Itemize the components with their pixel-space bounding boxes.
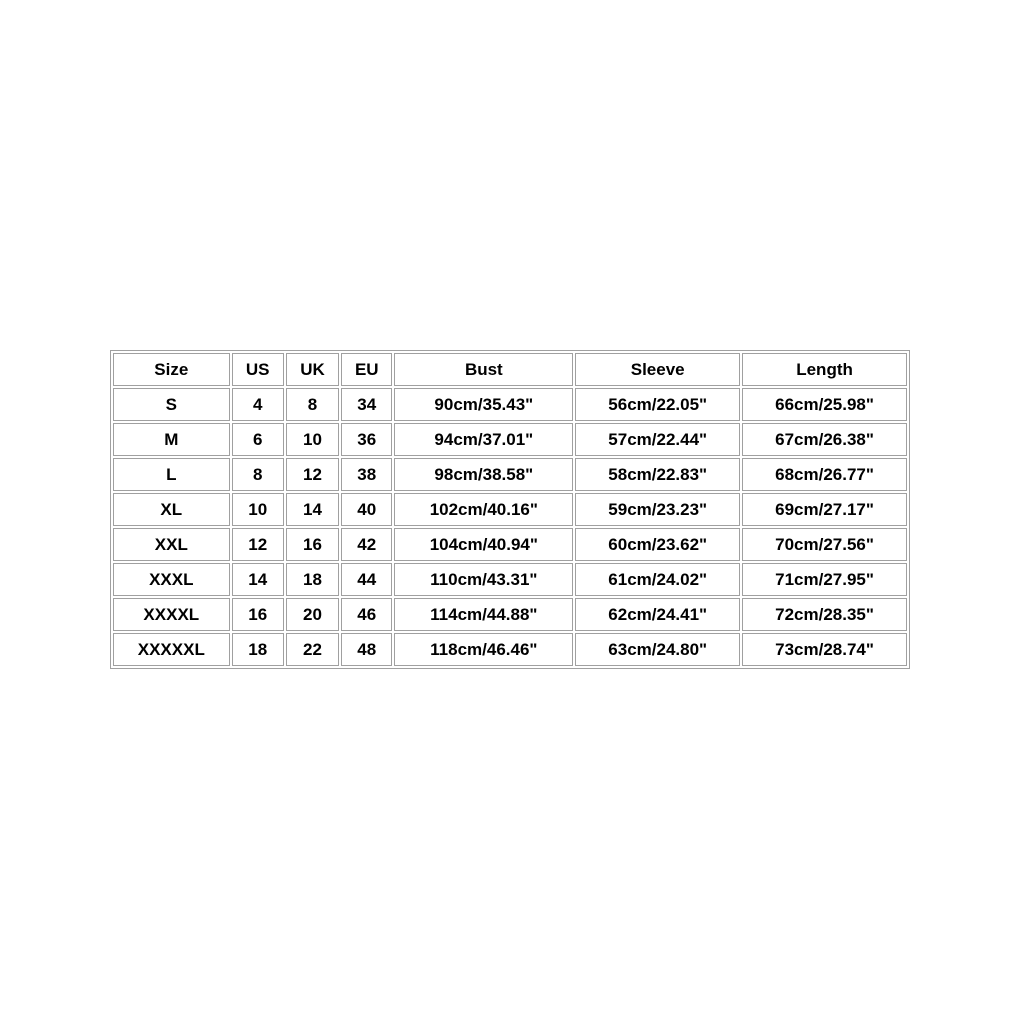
cell-sleeve: 61cm/24.02" bbox=[575, 563, 740, 596]
cell-eu: 46 bbox=[341, 598, 392, 631]
cell-size: XXXXL bbox=[113, 598, 230, 631]
cell-bust: 114cm/44.88" bbox=[394, 598, 573, 631]
cell-bust: 110cm/43.31" bbox=[394, 563, 573, 596]
cell-eu: 42 bbox=[341, 528, 392, 561]
cell-eu: 34 bbox=[341, 388, 392, 421]
cell-eu: 38 bbox=[341, 458, 392, 491]
table-row bbox=[113, 423, 907, 456]
cell-us: 10 bbox=[232, 493, 284, 526]
cell-length: 67cm/26.38" bbox=[742, 423, 907, 456]
cell-eu: 40 bbox=[341, 493, 392, 526]
table-row bbox=[113, 493, 907, 526]
header-bust: Bust bbox=[394, 353, 573, 386]
cell-uk: 22 bbox=[286, 633, 339, 666]
cell-us: 16 bbox=[232, 598, 284, 631]
header-row bbox=[113, 353, 907, 386]
cell-size: XXXXXL bbox=[113, 633, 230, 666]
cell-length: 71cm/27.95" bbox=[742, 563, 907, 596]
header-sleeve: Sleeve bbox=[575, 353, 740, 386]
cell-size: XXXL bbox=[113, 563, 230, 596]
header-length: Length bbox=[742, 353, 907, 386]
table-row bbox=[113, 388, 907, 421]
cell-size: XL bbox=[113, 493, 230, 526]
header-us: US bbox=[232, 353, 284, 386]
table-row bbox=[113, 563, 907, 596]
cell-us: 12 bbox=[232, 528, 284, 561]
cell-sleeve: 62cm/24.41" bbox=[575, 598, 740, 631]
table-row bbox=[113, 528, 907, 561]
table-row bbox=[113, 458, 907, 491]
cell-sleeve: 58cm/22.83" bbox=[575, 458, 740, 491]
cell-us: 18 bbox=[232, 633, 284, 666]
cell-size: S bbox=[113, 388, 230, 421]
cell-uk: 10 bbox=[286, 423, 339, 456]
cell-us: 8 bbox=[232, 458, 284, 491]
cell-bust: 118cm/46.46" bbox=[394, 633, 573, 666]
cell-length: 73cm/28.74" bbox=[742, 633, 907, 666]
header-uk: UK bbox=[286, 353, 339, 386]
cell-size: L bbox=[113, 458, 230, 491]
cell-length: 70cm/27.56" bbox=[742, 528, 907, 561]
cell-length: 66cm/25.98" bbox=[742, 388, 907, 421]
cell-uk: 12 bbox=[286, 458, 339, 491]
cell-uk: 16 bbox=[286, 528, 339, 561]
cell-us: 6 bbox=[232, 423, 284, 456]
cell-sleeve: 59cm/23.23" bbox=[575, 493, 740, 526]
cell-eu: 36 bbox=[341, 423, 392, 456]
cell-length: 68cm/26.77" bbox=[742, 458, 907, 491]
cell-bust: 90cm/35.43" bbox=[394, 388, 573, 421]
cell-sleeve: 57cm/22.44" bbox=[575, 423, 740, 456]
cell-bust: 102cm/40.16" bbox=[394, 493, 573, 526]
cell-us: 14 bbox=[232, 563, 284, 596]
cell-us: 4 bbox=[232, 388, 284, 421]
cell-length: 72cm/28.35" bbox=[742, 598, 907, 631]
cell-uk: 20 bbox=[286, 598, 339, 631]
cell-eu: 44 bbox=[341, 563, 392, 596]
cell-sleeve: 56cm/22.05" bbox=[575, 388, 740, 421]
header-eu: EU bbox=[341, 353, 392, 386]
cell-size: M bbox=[113, 423, 230, 456]
cell-eu: 48 bbox=[341, 633, 392, 666]
cell-length: 69cm/27.17" bbox=[742, 493, 907, 526]
cell-uk: 18 bbox=[286, 563, 339, 596]
cell-sleeve: 60cm/23.62" bbox=[575, 528, 740, 561]
cell-bust: 104cm/40.94" bbox=[394, 528, 573, 561]
cell-bust: 98cm/38.58" bbox=[394, 458, 573, 491]
table-row bbox=[113, 598, 907, 631]
size-chart-table bbox=[110, 350, 910, 669]
cell-size: XXL bbox=[113, 528, 230, 561]
cell-sleeve: 63cm/24.80" bbox=[575, 633, 740, 666]
cell-bust: 94cm/37.01" bbox=[394, 423, 573, 456]
cell-uk: 14 bbox=[286, 493, 339, 526]
header-size: Size bbox=[113, 353, 230, 386]
cell-uk: 8 bbox=[286, 388, 339, 421]
table-row bbox=[113, 633, 907, 666]
